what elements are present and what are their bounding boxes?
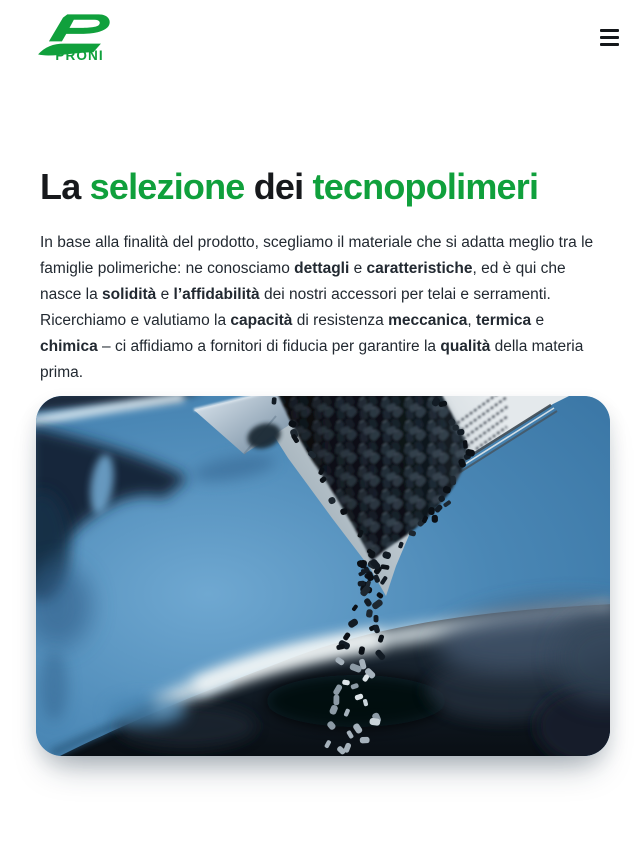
text-segment: l’affidabilità	[173, 286, 260, 303]
hamburger-icon	[600, 36, 619, 39]
text-segment: e	[531, 312, 545, 329]
text-segment: capacità	[230, 312, 293, 329]
text-segment: di resistenza	[292, 312, 389, 329]
text-segment: selezione	[89, 166, 245, 207]
text-segment: In base alla finalità del prodotto, scegliamo il materiale che si adatta meglio tra le famiglie polimeriche: ne conosciamo	[40, 234, 594, 277]
text-segment: – ci affidiamo a fornitori di fiducia per garantire la	[97, 338, 441, 355]
site-header	[0, 0, 640, 70]
text-segment: e	[349, 260, 367, 277]
text-segment: dettagli	[294, 260, 350, 277]
text-segment: chimica	[40, 338, 98, 355]
proni-logo-icon	[37, 11, 115, 61]
logo[interactable]	[37, 11, 115, 61]
text-segment: dei	[244, 166, 313, 207]
logo-text: PRONI	[55, 47, 104, 61]
hamburger-icon	[600, 43, 619, 46]
text-segment: tecnopolimeri	[312, 166, 539, 207]
text-segment: , ed è qui che nasce la	[40, 260, 566, 303]
hero-image	[36, 396, 610, 756]
text-segment: solidità	[102, 286, 157, 303]
text-segment: qualità	[440, 338, 491, 355]
text-segment: La	[40, 166, 90, 207]
hamburger-menu-button[interactable]	[600, 29, 620, 46]
text-segment: e	[156, 286, 174, 303]
text-segment: caratteristiche	[366, 260, 473, 277]
text-segment: della materia prima.	[40, 338, 584, 381]
main-content	[0, 164, 640, 756]
text-segment: meccanica	[388, 312, 468, 329]
text-segment: dei nostri accessori per telai e serramenti. Ricerchiamo e valutiamo la	[40, 286, 551, 329]
text-segment: ,	[467, 312, 476, 329]
hamburger-icon	[600, 29, 619, 32]
page-title	[40, 164, 600, 210]
polymer-granules-photo	[36, 396, 610, 756]
text-segment: termica	[475, 312, 532, 329]
intro-paragraph	[40, 230, 600, 386]
